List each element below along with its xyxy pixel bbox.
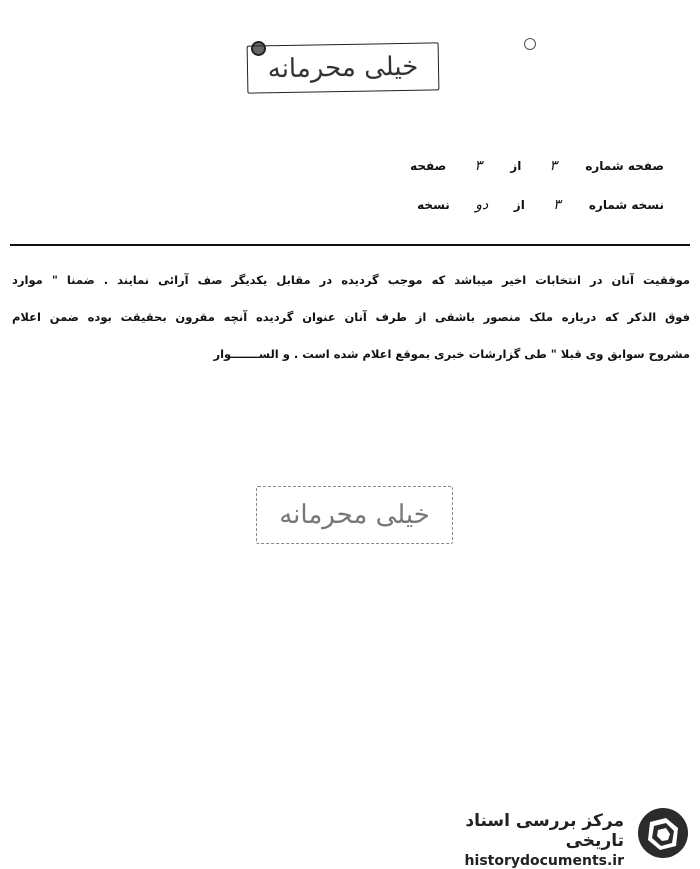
page-label: صفحه شماره: [585, 159, 664, 173]
corner-circle-mark: [524, 38, 536, 50]
copy-total: دو: [475, 197, 489, 213]
body-line: فوق الذکر که درباره ملک منصور باشقی از طرف آنان عنوان گردیده آنچه مقرون بحقیقت بوده ضمن اعلام: [12, 310, 690, 324]
page-number-row: [410, 158, 664, 174]
classification-stamp-top: خیلی محرمانه: [247, 42, 440, 93]
page-number: ۳: [549, 158, 558, 174]
archive-logo: [412, 803, 692, 869]
archive-logo-icon: [636, 806, 690, 860]
page-of-label: از: [510, 159, 522, 173]
body-line: مشروح سوابق وی قبلا " طی گزارشات خبری بموقع اعلام شده است . و الســـــــوار: [213, 347, 690, 361]
copy-of-label: از: [513, 198, 525, 212]
page-suffix: صفحه: [410, 159, 447, 173]
archive-logo-title: مرکز بررسی اسناد تاریخی: [465, 811, 624, 851]
copy-label: نسخه شماره: [588, 198, 664, 212]
copy-suffix: نسخه: [417, 198, 450, 212]
copy-number: ۳: [553, 197, 561, 213]
classification-stamp-middle: خیلی محرمانه: [256, 486, 453, 544]
body-line: موفقیت آنان در انتخابات اخیر میباشد که موجب گردیده در مقابل یکدیگر صف آرائی نمایند . ضمنا " موارد: [12, 273, 690, 287]
document-body: [12, 262, 690, 373]
archive-logo-url: historydocuments.ir: [464, 853, 624, 869]
page-total: ۳: [474, 158, 483, 174]
copy-number-row: [417, 197, 664, 213]
header-divider: [10, 244, 690, 246]
